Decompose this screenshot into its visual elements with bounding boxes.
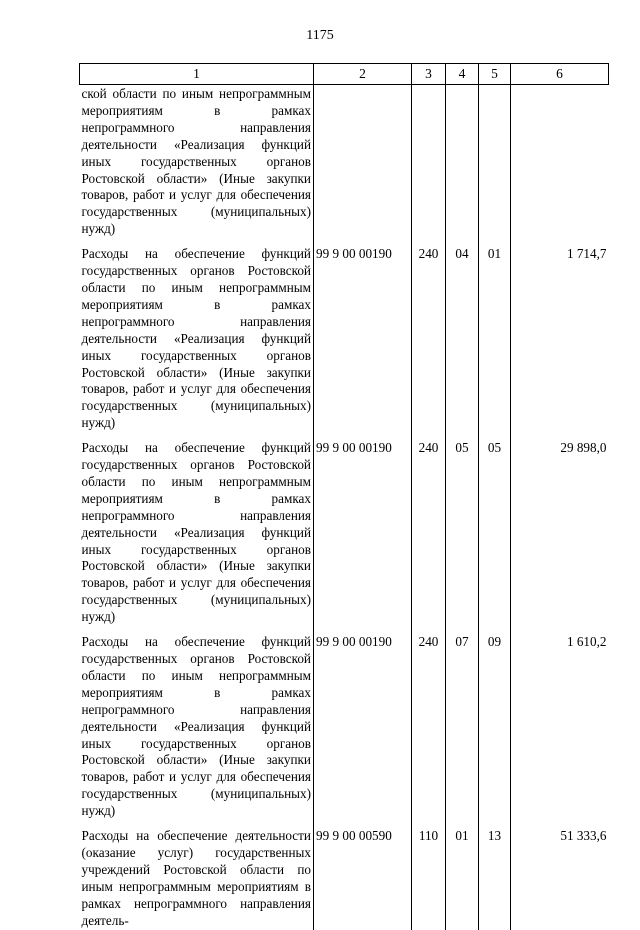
header-row (80, 64, 609, 85)
row-section: 05 (446, 432, 479, 626)
table-row (80, 820, 609, 929)
row-subsection (479, 85, 511, 239)
table-row (80, 432, 609, 626)
row-section: 07 (446, 626, 479, 820)
row-amount: 51 333,6 (511, 820, 609, 929)
row-expense-type: 240 (412, 238, 446, 432)
row-amount: 29 898,0 (511, 432, 609, 626)
row-subsection: 01 (479, 238, 511, 432)
row-section: 04 (446, 238, 479, 432)
row-description: Расходы на обеспечение деятельности (оказание услуг) государственных учреждений Ростовской области по иным непрограммным мероприятиям в рамках непрограммного направления деятель- (81, 828, 311, 928)
row-target-code: 99 9 00 00190 (314, 432, 412, 626)
row-section (446, 85, 479, 239)
header-col-3: 3 (412, 64, 446, 85)
row-target-code: 99 9 00 00190 (314, 626, 412, 820)
row-description: Расходы на обеспечение функций государственных органов Ростовской области по иным непрограммным мероприятиям в рамках непрограммного направления деятельности «Реализация функций иных государственных органов Ростовской области» (Иные закупки товаров, работ и услуг для обеспечения государственных (муниципальных) нужд) (81, 440, 311, 625)
row-amount: 1 714,7 (511, 238, 609, 432)
table-row (80, 85, 609, 239)
header-col-2: 2 (314, 64, 412, 85)
row-subsection: 13 (479, 820, 511, 929)
row-amount: 1 610,2 (511, 626, 609, 820)
header-col-6: 6 (511, 64, 609, 85)
row-description: Расходы на обеспечение функций государственных органов Ростовской области по иным непрограммным мероприятиям в рамках непрограммного направления деятельности «Реализация функций иных государственных органов Ростовской области» (Иные закупки товаров, работ и услуг для обеспечения государственных (муниципальных) нужд) (81, 634, 311, 819)
row-subsection: 09 (479, 626, 511, 820)
table-row (80, 626, 609, 820)
header-col-4: 4 (446, 64, 479, 85)
budget-table (79, 63, 609, 930)
row-expense-type: 110 (412, 820, 446, 929)
row-subsection: 05 (479, 432, 511, 626)
page-number: 1175 (306, 28, 334, 43)
row-target-code: 99 9 00 00590 (314, 820, 412, 929)
row-description: Расходы на обеспечение функций государственных органов Ростовской области по иным непрограммным мероприятиям в рамках непрограммного направления деятельности «Реализация функций иных государственных органов Ростовской области» (Иные закупки товаров, работ и услуг для обеспечения государственных (муниципальных) нужд) (81, 246, 311, 431)
table-row (80, 238, 609, 432)
header-col-1: 1 (80, 64, 314, 85)
row-expense-type: 240 (412, 626, 446, 820)
row-expense-type: 240 (412, 432, 446, 626)
row-section: 01 (446, 820, 479, 929)
row-amount (511, 85, 609, 239)
row-target-code (314, 85, 412, 239)
row-description: ской области по иным непрограммным мероприятиям в рамках непрограммного направления деятельности «Реализация функций иных государственных органов Ростовской области» (Иные закупки товаров, работ и услуг для обеспечения государственных (муниципальных) нужд) (81, 86, 311, 237)
row-expense-type (412, 85, 446, 239)
row-target-code: 99 9 00 00190 (314, 238, 412, 432)
header-col-5: 5 (479, 64, 511, 85)
